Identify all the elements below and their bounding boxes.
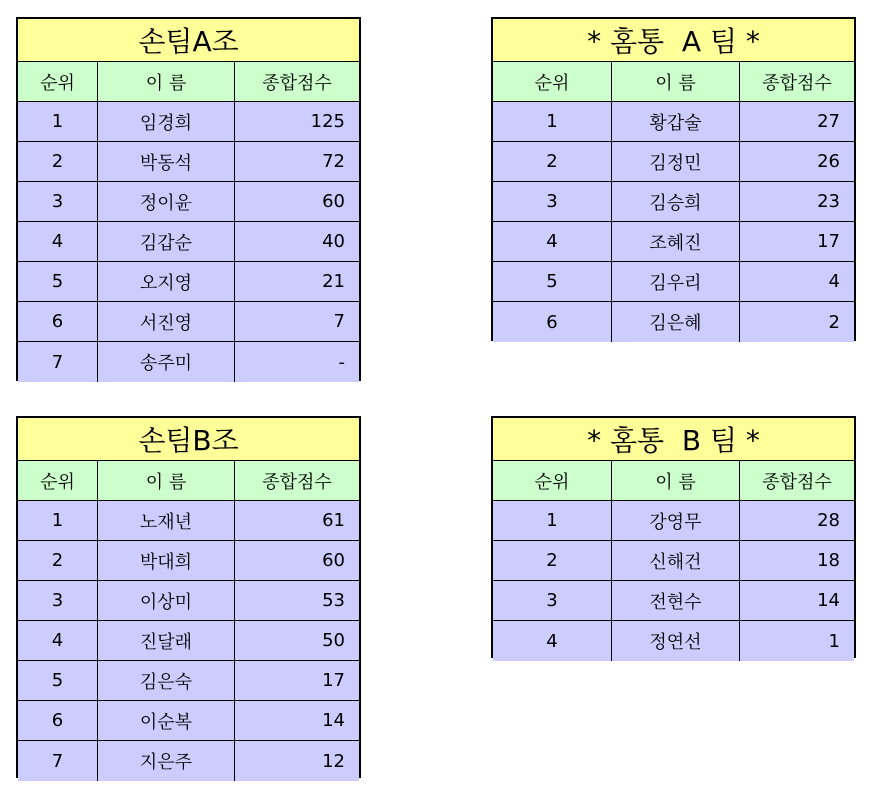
table-row [18, 621, 359, 661]
rank-cell: 7 [18, 741, 98, 781]
name-cell: 정연선 [612, 621, 740, 661]
table-title: 손팀A조 [18, 19, 359, 62]
rank-cell: 2 [493, 541, 612, 580]
score-cell: 17 [740, 222, 854, 261]
name-cell: 송주미 [98, 342, 235, 382]
rank-cell: 6 [18, 302, 98, 341]
table-row [493, 302, 854, 342]
table-row [493, 262, 854, 302]
table-title: * 홈통 B 팀 * [493, 418, 854, 461]
score-cell: 23 [740, 182, 854, 221]
rank-cell: 1 [18, 501, 98, 540]
score-cell: 2 [740, 302, 854, 342]
table-row [493, 581, 854, 621]
score-cell: 26 [740, 142, 854, 181]
rank-cell: 4 [18, 621, 98, 660]
table-title: 손팀B조 [18, 418, 359, 461]
rank-cell: 3 [18, 581, 98, 620]
rank-cell: 3 [493, 182, 612, 221]
header-name: 이 름 [98, 62, 235, 101]
table-row [18, 501, 359, 541]
team-table-son-a [16, 17, 361, 381]
name-cell: 진달래 [98, 621, 235, 660]
table-row [18, 262, 359, 302]
name-cell: 임경희 [98, 102, 235, 141]
score-cell: 53 [235, 581, 359, 620]
name-cell: 황갑술 [612, 102, 740, 141]
name-cell: 서진영 [98, 302, 235, 341]
score-cell: 14 [235, 701, 359, 740]
name-cell: 전현수 [612, 581, 740, 620]
table-header-row [18, 62, 359, 102]
rank-cell: 1 [493, 501, 612, 540]
header-name: 이 름 [612, 461, 740, 500]
table-row [18, 222, 359, 262]
name-cell: 이상미 [98, 581, 235, 620]
name-cell: 김정민 [612, 142, 740, 181]
team-table-son-b [16, 416, 361, 778]
header-name: 이 름 [98, 461, 235, 500]
header-name: 이 름 [612, 62, 740, 101]
table-row [493, 541, 854, 581]
team-table-home-a [491, 17, 856, 341]
name-cell: 강영무 [612, 501, 740, 540]
name-cell: 이순복 [98, 701, 235, 740]
score-cell: 27 [740, 102, 854, 141]
rank-cell: 2 [18, 142, 98, 181]
rank-cell: 6 [18, 701, 98, 740]
name-cell: 김은숙 [98, 661, 235, 700]
table-row [493, 501, 854, 541]
score-cell: 50 [235, 621, 359, 660]
rank-cell: 7 [18, 342, 98, 382]
table-row [18, 581, 359, 621]
name-cell: 김갑순 [98, 222, 235, 261]
score-cell: 4 [740, 262, 854, 301]
table-row [493, 142, 854, 182]
name-cell: 박대희 [98, 541, 235, 580]
rank-cell: 4 [18, 222, 98, 261]
team-table-home-b [491, 416, 856, 658]
score-cell: 12 [235, 741, 359, 781]
header-score: 종합점수 [235, 62, 359, 101]
rank-cell: 4 [493, 222, 612, 261]
header-score: 종합점수 [235, 461, 359, 500]
score-cell: 61 [235, 501, 359, 540]
name-cell: 정이윤 [98, 182, 235, 221]
table-row [18, 302, 359, 342]
rank-cell: 4 [493, 621, 612, 661]
score-cell: 1 [740, 621, 854, 661]
name-cell: 박동석 [98, 142, 235, 181]
score-cell: 17 [235, 661, 359, 700]
header-rank: 순위 [493, 461, 612, 500]
rank-cell: 6 [493, 302, 612, 342]
score-cell: - [235, 342, 359, 382]
table-row [18, 102, 359, 142]
header-rank: 순위 [493, 62, 612, 101]
rank-cell: 1 [18, 102, 98, 141]
table-row [18, 182, 359, 222]
score-cell: 18 [740, 541, 854, 580]
rank-cell: 3 [18, 182, 98, 221]
score-cell: 21 [235, 262, 359, 301]
table-row [493, 222, 854, 262]
name-cell: 노재년 [98, 501, 235, 540]
table-header-row [493, 62, 854, 102]
rank-cell: 5 [493, 262, 612, 301]
score-cell: 14 [740, 581, 854, 620]
score-cell: 40 [235, 222, 359, 261]
rank-cell: 5 [18, 262, 98, 301]
rank-cell: 2 [493, 142, 612, 181]
score-cell: 125 [235, 102, 359, 141]
rank-cell: 3 [493, 581, 612, 620]
score-cell: 28 [740, 501, 854, 540]
name-cell: 지은주 [98, 741, 235, 781]
table-row [493, 102, 854, 142]
name-cell: 조혜진 [612, 222, 740, 261]
name-cell: 오지영 [98, 262, 235, 301]
table-row [18, 342, 359, 382]
table-row [493, 182, 854, 222]
header-rank: 순위 [18, 62, 98, 101]
name-cell: 김승희 [612, 182, 740, 221]
table-title: * 홈통 A 팀 * [493, 19, 854, 62]
table-row [18, 541, 359, 581]
name-cell: 김우리 [612, 262, 740, 301]
score-cell: 60 [235, 541, 359, 580]
rank-cell: 1 [493, 102, 612, 141]
table-row [493, 621, 854, 661]
rank-cell: 2 [18, 541, 98, 580]
header-score: 종합점수 [740, 62, 854, 101]
score-cell: 60 [235, 182, 359, 221]
header-score: 종합점수 [740, 461, 854, 500]
score-cell: 7 [235, 302, 359, 341]
table-header-row [493, 461, 854, 501]
table-row [18, 741, 359, 781]
table-row [18, 661, 359, 701]
name-cell: 김은혜 [612, 302, 740, 342]
table-row [18, 701, 359, 741]
score-cell: 72 [235, 142, 359, 181]
header-rank: 순위 [18, 461, 98, 500]
table-header-row [18, 461, 359, 501]
table-row [18, 142, 359, 182]
name-cell: 신해건 [612, 541, 740, 580]
rank-cell: 5 [18, 661, 98, 700]
